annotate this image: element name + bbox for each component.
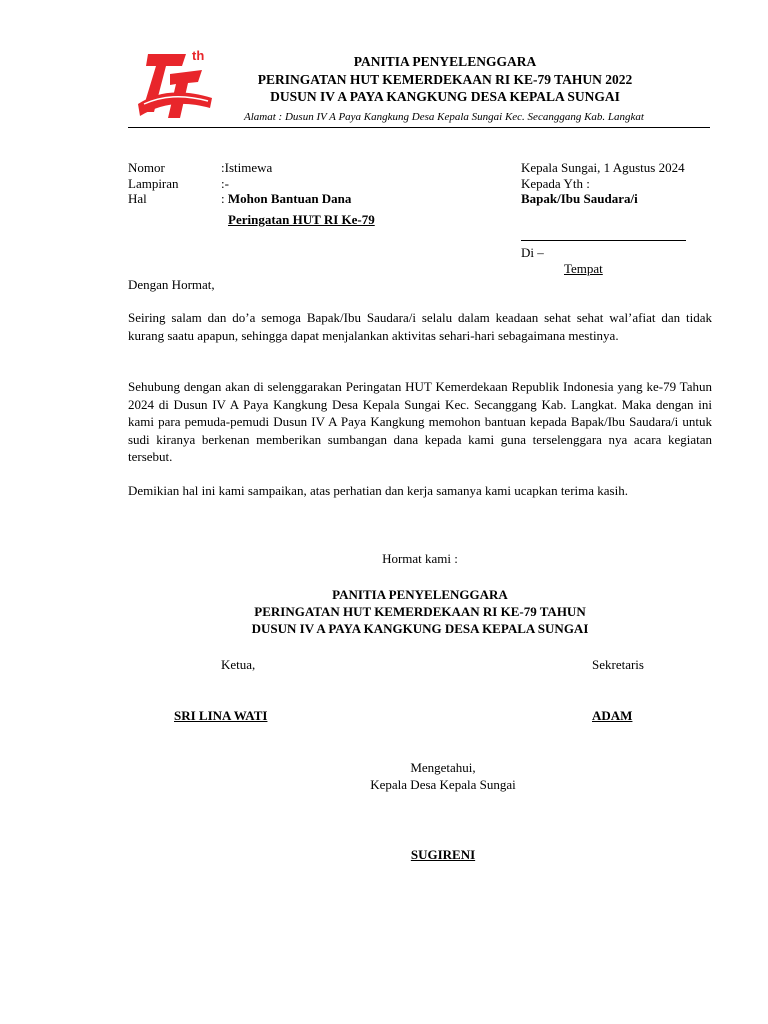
header-divider: [128, 127, 710, 128]
nomor-label: Nomor: [128, 160, 165, 175]
kades-name: SUGIRENI: [410, 847, 476, 862]
hal-colon: :: [221, 191, 228, 206]
header-line-2: PERINGATAN HUT KEMERDEKAAN RI KE-79 TAHUN 2022: [257, 72, 633, 87]
recipient-name: Bapak/Ibu Saudara/i: [521, 191, 638, 206]
lampiran-label: Lampiran: [128, 176, 179, 191]
letter-date: Kepala Sungai, 1 Agustus 2024: [521, 160, 685, 175]
paragraph-3: Demikian hal ini kami sampaikan, atas perhatian dan kerja samanya kami ucapkan terima kasih.: [128, 483, 628, 498]
hal-label: Hal: [128, 191, 147, 206]
paragraph-1: Seiring salam dan do’a semoga Bapak/Ibu Saudara/i selalu dalam keadaan sehat sehat wal’afiat dan tidak kurang saatu apapun, sehingga dapat menjalankan aktivitas sehari-hari sebagaimana mestinya.: [128, 310, 712, 343]
ketua-label: Ketua,: [221, 657, 256, 672]
mengetahui: Mengetahui,: [410, 760, 476, 775]
greeting: Dengan Hormat,: [128, 277, 215, 292]
kades-title: Kepala Desa Kepala Sungai: [370, 777, 516, 792]
sekretaris-name: ADAM: [592, 708, 633, 723]
ketua-name: SRI LINA WATI: [174, 708, 268, 723]
hal-value-2: Peringatan HUT RI Ke-79: [228, 212, 375, 227]
hormat-kami: Hormat kami :: [382, 551, 458, 566]
recipient-tempat: Tempat: [564, 261, 603, 276]
recipient-di: Di –: [521, 245, 544, 260]
recipient-line: [521, 240, 686, 241]
sekretaris-label: Sekretaris: [592, 657, 644, 672]
header-address: Alamat : Dusun IV A Paya Kangkung Desa Kepala Sungai Kec. Secanggang Kab. Langkat: [244, 111, 644, 123]
closing-line-2: PERINGATAN HUT KEMERDEKAAN RI KE-79 TAHUN: [254, 604, 586, 619]
header-line-3: DUSUN IV A PAYA KANGKUNG DESA KEPALA SUNGAI: [270, 89, 620, 104]
logo-text: th: [192, 48, 205, 63]
paragraph-2: Sehubung dengan akan di selenggarakan Peringatan HUT Kemerdekaan Republik Indonesia yang ke-79 Tahun 2024 di Dusun IV A Paya Kangkung Desa Kepala Sungai Kec. Secanggang Kab. Langkat. Maka dengan ini kami para pemuda-pemudi Dusun IV A Paya Kangkung memohon bantuan kepada Bapak/Ibu Saudara/i untuk sudi kiranya berkenan memberikan sumbangan dana kepada kami guna terselenggara nya acara kegiatan tersebut.: [128, 379, 712, 464]
closing-line-3: DUSUN IV A PAYA KANGKUNG DESA KEPALA SUNGAI: [251, 621, 589, 636]
hal-line: [221, 191, 351, 207]
nomor-value: :Istimewa: [221, 160, 273, 175]
hal-value: Mohon Bantuan Dana: [227, 191, 352, 206]
header-line-1: PANITIA PENYELENGGARA: [353, 54, 537, 69]
kepada-yth: Kepada Yth :: [521, 176, 590, 191]
closing-line-1: PANITIA PENYELENGGARA: [332, 587, 508, 602]
lampiran-value: :-: [221, 176, 229, 191]
